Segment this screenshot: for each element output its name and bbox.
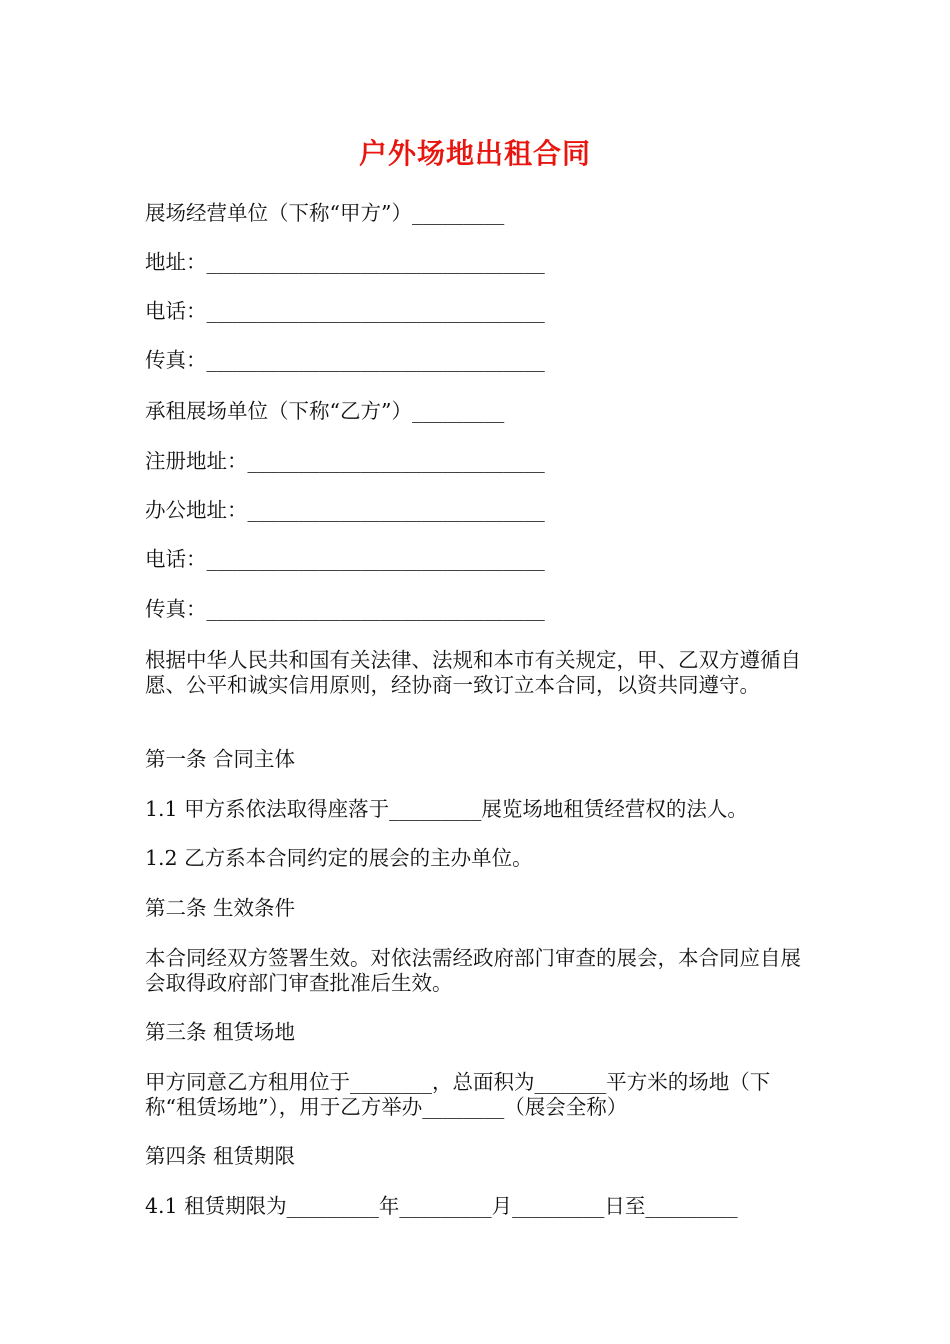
clause-1-2: 1.2 乙方系本合同约定的展会的主办单位。	[145, 846, 533, 870]
party-a-phone: 电话：_________________________________	[145, 299, 545, 323]
article-4-heading: 第四条 租赁期限	[145, 1144, 296, 1168]
party-b-registered-address: 注册地址：_____________________________	[145, 449, 545, 473]
party-a-address: 地址：_________________________________	[145, 250, 545, 274]
article-1-heading: 第一条 合同主体	[145, 747, 296, 771]
party-b-unit: 承租展场单位（下称“乙方”）_________	[145, 399, 505, 423]
party-a-fax: 传真：_________________________________	[145, 348, 545, 372]
clause-1-1: 1.1 甲方系依法取得座落于_________展览场地租赁经营权的法人。	[145, 797, 748, 821]
party-a-unit: 展场经营单位（下称“甲方”）_________	[145, 201, 505, 225]
article-3-heading: 第三条 租赁场地	[145, 1020, 296, 1044]
party-b-phone: 电话：_________________________________	[145, 547, 545, 571]
party-b-office-address: 办公地址：_____________________________	[145, 498, 545, 522]
article-2-heading: 第二条 生效条件	[145, 896, 296, 920]
preamble-paragraph: 根据中华人民共和国有关法律、法规和本市有关规定，甲、乙双方遵循自愿、公平和诚实信用原则，经协商一致订立本合同，以资共同遵守。	[145, 648, 801, 697]
article-3-body: 甲方同意乙方租用位于________，总面积为_______平方米的场地（下称“租赁场地”），用于乙方举办________（展会全称）	[145, 1070, 771, 1119]
clause-4-1: 4.1 租赁期限为_________年_________月_________日至_________	[145, 1194, 738, 1218]
party-b-fax: 传真：_________________________________	[145, 597, 545, 621]
article-2-body: 本合同经双方签署生效。对依法需经政府部门审查的展会，本合同应自展会取得政府部门审查批准后生效。	[145, 946, 801, 995]
document-title: 户外场地出租合同	[358, 137, 591, 170]
